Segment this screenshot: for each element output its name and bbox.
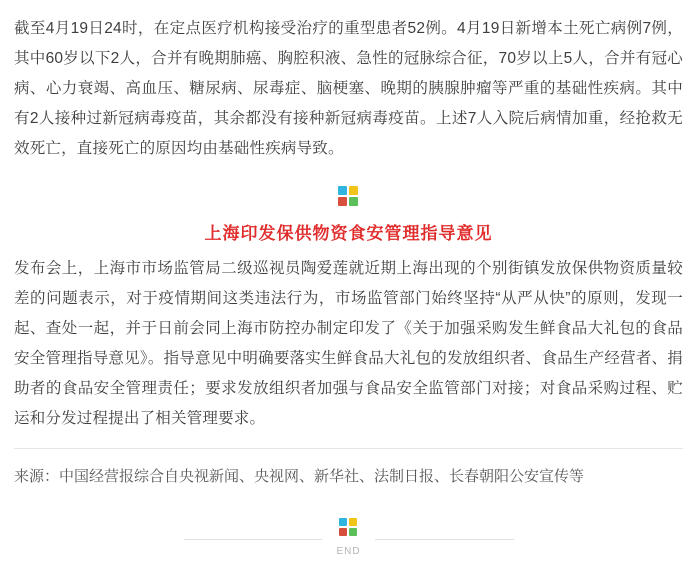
article-paragraph-2: 发布会上，上海市市场监管局二级巡视员陶爱莲就近期上海出现的个别街镇发放保供物资质量较差的问题表示，对于疫情期间这类违法行为，市场监管部门始终坚持“从严从快”的原则，发现一起、查处一起，并于日前会同上海市防控办制定印发了《关于加强采购发生鲜食品大礼包的食品安全管理指导意见》。指导意见中明确要落实生鲜食品大礼包的发放组织者、食品生产经营者、捐助者的食品安全管理责任；要求发放组织者加强与食品安全监管部门对接；对食品采购过程、贮运和分发过程提出了相关管理要求。 (14, 260, 683, 427)
article-footer (14, 517, 683, 559)
brand-logo-block (14, 186, 683, 213)
footer-logo-icon (339, 518, 359, 538)
article-paragraph-1: 截至4月19日24时，在定点医疗机构接受治疗的重型患者52例。4月19日新增本土死亡病例7例，其中60岁以下2人，合并有晚期肺癌、胸腔积液、急性的冠脉综合征，70岁以上5人，合并有冠心病、心力衰竭、高血压、糖尿病、尿毒症、脑梗塞、晚期的胰腺肿瘤等严重的基础性疾病。其中有2人接种过新冠病毒疫苗，其余都没有接种新冠病毒疫苗。上述7人入院后病情加重，经抢救无效死亡，直接死亡的原因均由基础性疾病导致。 (14, 20, 683, 157)
section-headline: 上海印发保供物资食安管理指导意见 (204, 224, 493, 243)
end-label: END (336, 546, 361, 557)
article-source-line: 来源：中国经营报综合自央视新闻、央视网、新华社、法制日报、长春朝阳公安宣传等 (14, 468, 585, 485)
section-divider (14, 448, 683, 449)
brand-logo-icon (338, 186, 360, 208)
